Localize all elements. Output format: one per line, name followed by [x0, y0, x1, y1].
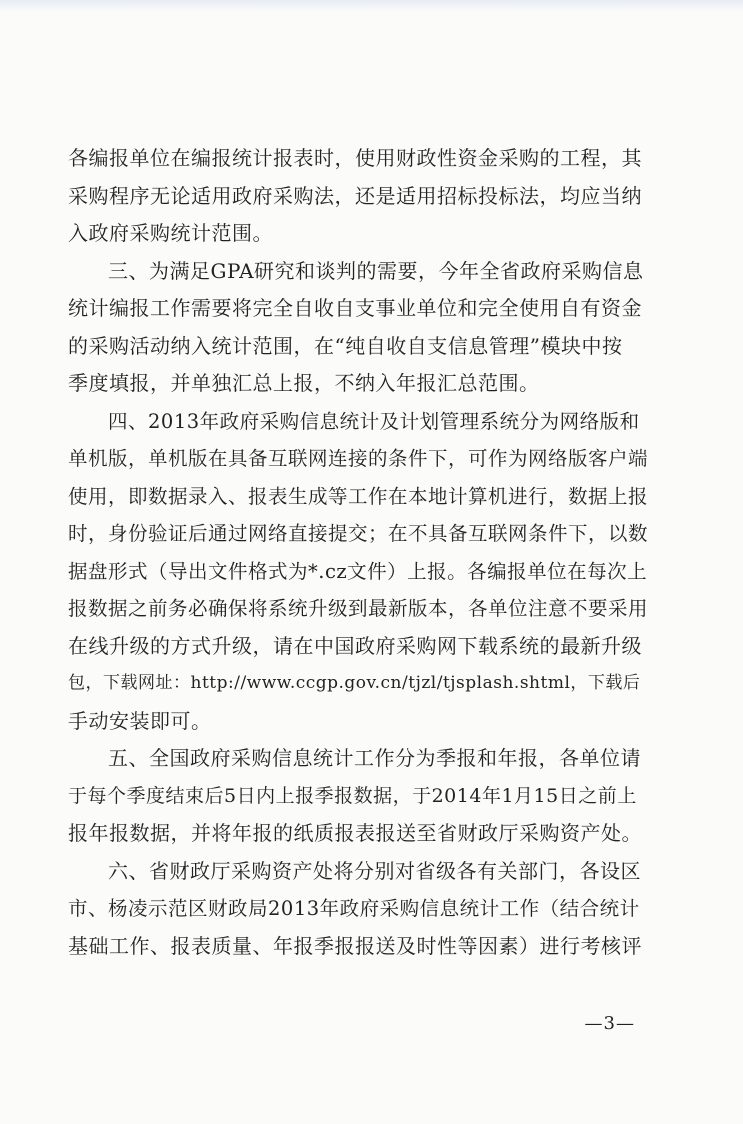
scan-edge	[0, 0, 743, 12]
text-line: 时，身份验证后通过网络直接提交；在不具备互联网条件下，以数	[68, 522, 648, 545]
text-line: 各编报单位在编报统计报表时，使用财政性资金采购的工程，其	[68, 146, 642, 170]
text-line: 使用，即数据录入、报表生成等工作在本地计算机进行，数据上报	[68, 484, 648, 508]
text-line: 统计编报工作需要将完全自收自支事业单位和完全使用自有资金	[68, 296, 642, 320]
text-line: 报数据之前务必确保将系统升级到最新版本，各单位注意不要采用	[68, 597, 648, 620]
text-line: 包，下载网址：http://www.ccgp.gov.cn/tjzl/tjsplash.shtml，下载后	[68, 673, 641, 693]
text-line: 采购程序无论适用政府采购法，还是适用招标投标法，均应当纳	[68, 183, 642, 208]
text-line: 入政府采购统计范围。	[68, 221, 273, 245]
text-line: 单机版，单机版在具备互联网连接的条件下，可作为网络版客户端	[68, 447, 648, 470]
document-body	[68, 140, 648, 965]
text-line: 市、杨凌示范区财政局2013年政府采购信息统计工作（结合统计	[68, 897, 640, 920]
page-number: —3—	[584, 1013, 635, 1034]
text-line: 据盘形式（导出文件格式为*.cz文件）上报。各编报单位在每次上	[68, 559, 648, 583]
text-line: 的采购活动纳入统计范围，在“纯自收自支信息管理”模块中按	[68, 333, 623, 358]
text-line: 于每个季度结束后5日内上报季报数据，于2014年1月15日之前上	[68, 784, 637, 807]
text-line: 报年报数据，并将年报的纸质报表报送至省财政厅采购资产处。	[68, 821, 642, 845]
text-line: 六、省财政厅采购资产处将分别对省级各有关部门，各设区	[108, 858, 641, 883]
text-line: 在线升级的方式升级，请在中国政府采购网下载系统的最新升级	[68, 633, 642, 658]
text-line: 三、为满足GPA研究和谈判的需要，今年全省政府采购信息	[108, 258, 644, 283]
text-line: 基础工作、报表质量、年报季报报送及时性等因素）进行考核评	[68, 933, 642, 958]
text-line: 五、全国政府采购信息统计工作分为季报和年报，各单位请	[108, 746, 641, 770]
text-line: 四、2013年政府采购信息统计及计划管理系统分为网络版和	[108, 409, 640, 433]
text-line: 手动安装即可。	[68, 708, 212, 733]
text-line: 季度填报，并单独汇总上报，不纳入年报汇总范围。	[68, 371, 540, 395]
